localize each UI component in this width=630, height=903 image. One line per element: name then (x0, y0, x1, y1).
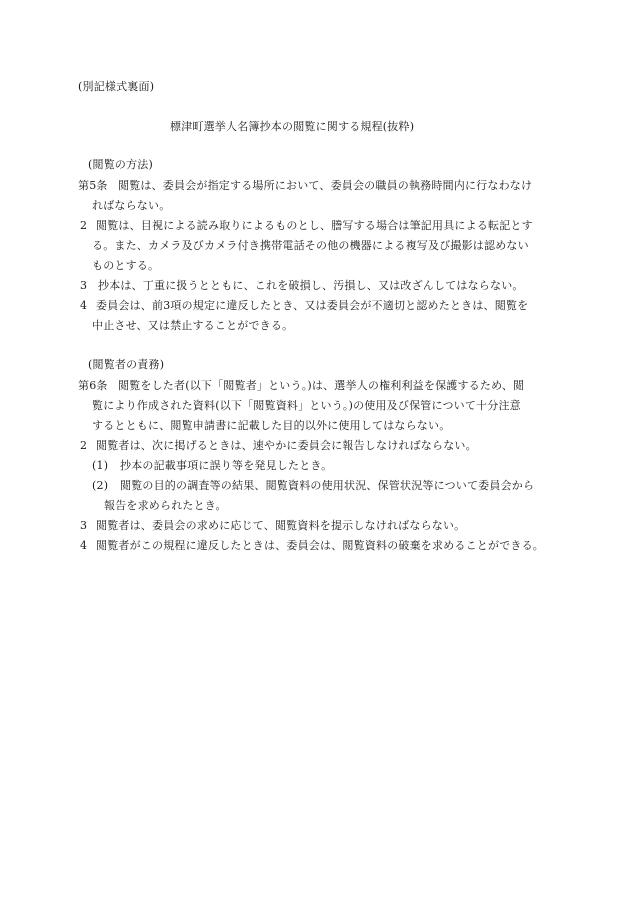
article-6-para-3-number: 3 (80, 519, 88, 532)
article-6-para-3-line-1: 閲覧者は、委員会の求めに応じて、閲覧資料を提示しなければならない。 (96, 519, 466, 532)
article-6-para-2-number: 2 (80, 439, 88, 452)
article-6-item-2-number: (2) (92, 479, 109, 492)
article-5-line-2: ればならない。 (92, 199, 171, 212)
article-6-para-4-line-1: 閲覧者がこの規程に違反したときは、委員会は、閲覧資料の破棄を求めることができる。 (96, 539, 544, 552)
section-heading-viewing-method: (閲覧の方法) (88, 158, 153, 171)
article-5-para-2-line-3: ものとする。 (92, 259, 160, 272)
article-5-para-2-line-2: る。また、カメラ及びカメラ付き携帯電話その他の機器による複写及び撮影は認めない (92, 239, 529, 252)
article-5-para-4-line-2: 中止させ、又は禁止することができる。 (92, 319, 294, 332)
article-6-number: 第6条 (78, 379, 108, 392)
article-6-item-2-line-1: 閲覧の目的の調査等の結果、閲覧資料の使用状況、保管状況等について委員会から (120, 479, 535, 492)
article-6-line-1: 閲覧をした者(以下「閲覧者」という。)は、選挙人の権利利益を保護するため、閲 (118, 379, 525, 392)
article-5-para-3-line-1: 抄本は、丁重に扱うとともに、これを破損し、汚損し、又は改ざんしてはならない。 (98, 279, 524, 292)
article-6-para-2-line-1: 閲覧者は、次に掲げるときは、速やかに委員会に報告しなければならない。 (96, 439, 477, 452)
article-6-para-4-number: 4 (80, 539, 88, 552)
section-heading-viewer-duties: (閲覧者の責務) (88, 358, 165, 371)
document-title: 標津町選挙人名簿抄本の閲覧に関する規程(抜粋) (170, 120, 415, 133)
article-5-para-2-line-1: 閲覧は、目視による読み取りによるものとし、謄写する場合は筆記用具による転記とす (96, 219, 533, 232)
article-5-para-2-number: 2 (80, 219, 88, 232)
article-6-line-2: 覧により作成された資料(以下「閲覧資料」という。)の使用及び保管について十分注意 (92, 399, 521, 412)
article-5-para-4-number: 4 (80, 299, 88, 312)
article-5-number: 第5条 (78, 179, 108, 192)
article-6-item-1-number: (1) (92, 459, 109, 472)
form-reverse-note: (別記様式裏面) (78, 80, 155, 93)
article-5-para-3-number: 3 (80, 279, 88, 292)
article-5-para-4-line-1: 委員会は、前3項の規定に違反したとき、又は委員会が不適切と認めたときは、閲覧を (96, 299, 529, 312)
article-6-item-2-line-2: 報告を求められたとき。 (104, 499, 227, 512)
article-6-item-1-line-1: 抄本の記載事項に誤り等を発見したとき。 (120, 459, 333, 472)
article-5-line-1: 閲覧は、委員会が指定する場所において、委員会の職員の執務時間内に行なわなけ (118, 179, 533, 192)
article-6-line-3: するとともに、閲覧申請書に記載した目的以外に使用してはならない。 (92, 419, 451, 432)
